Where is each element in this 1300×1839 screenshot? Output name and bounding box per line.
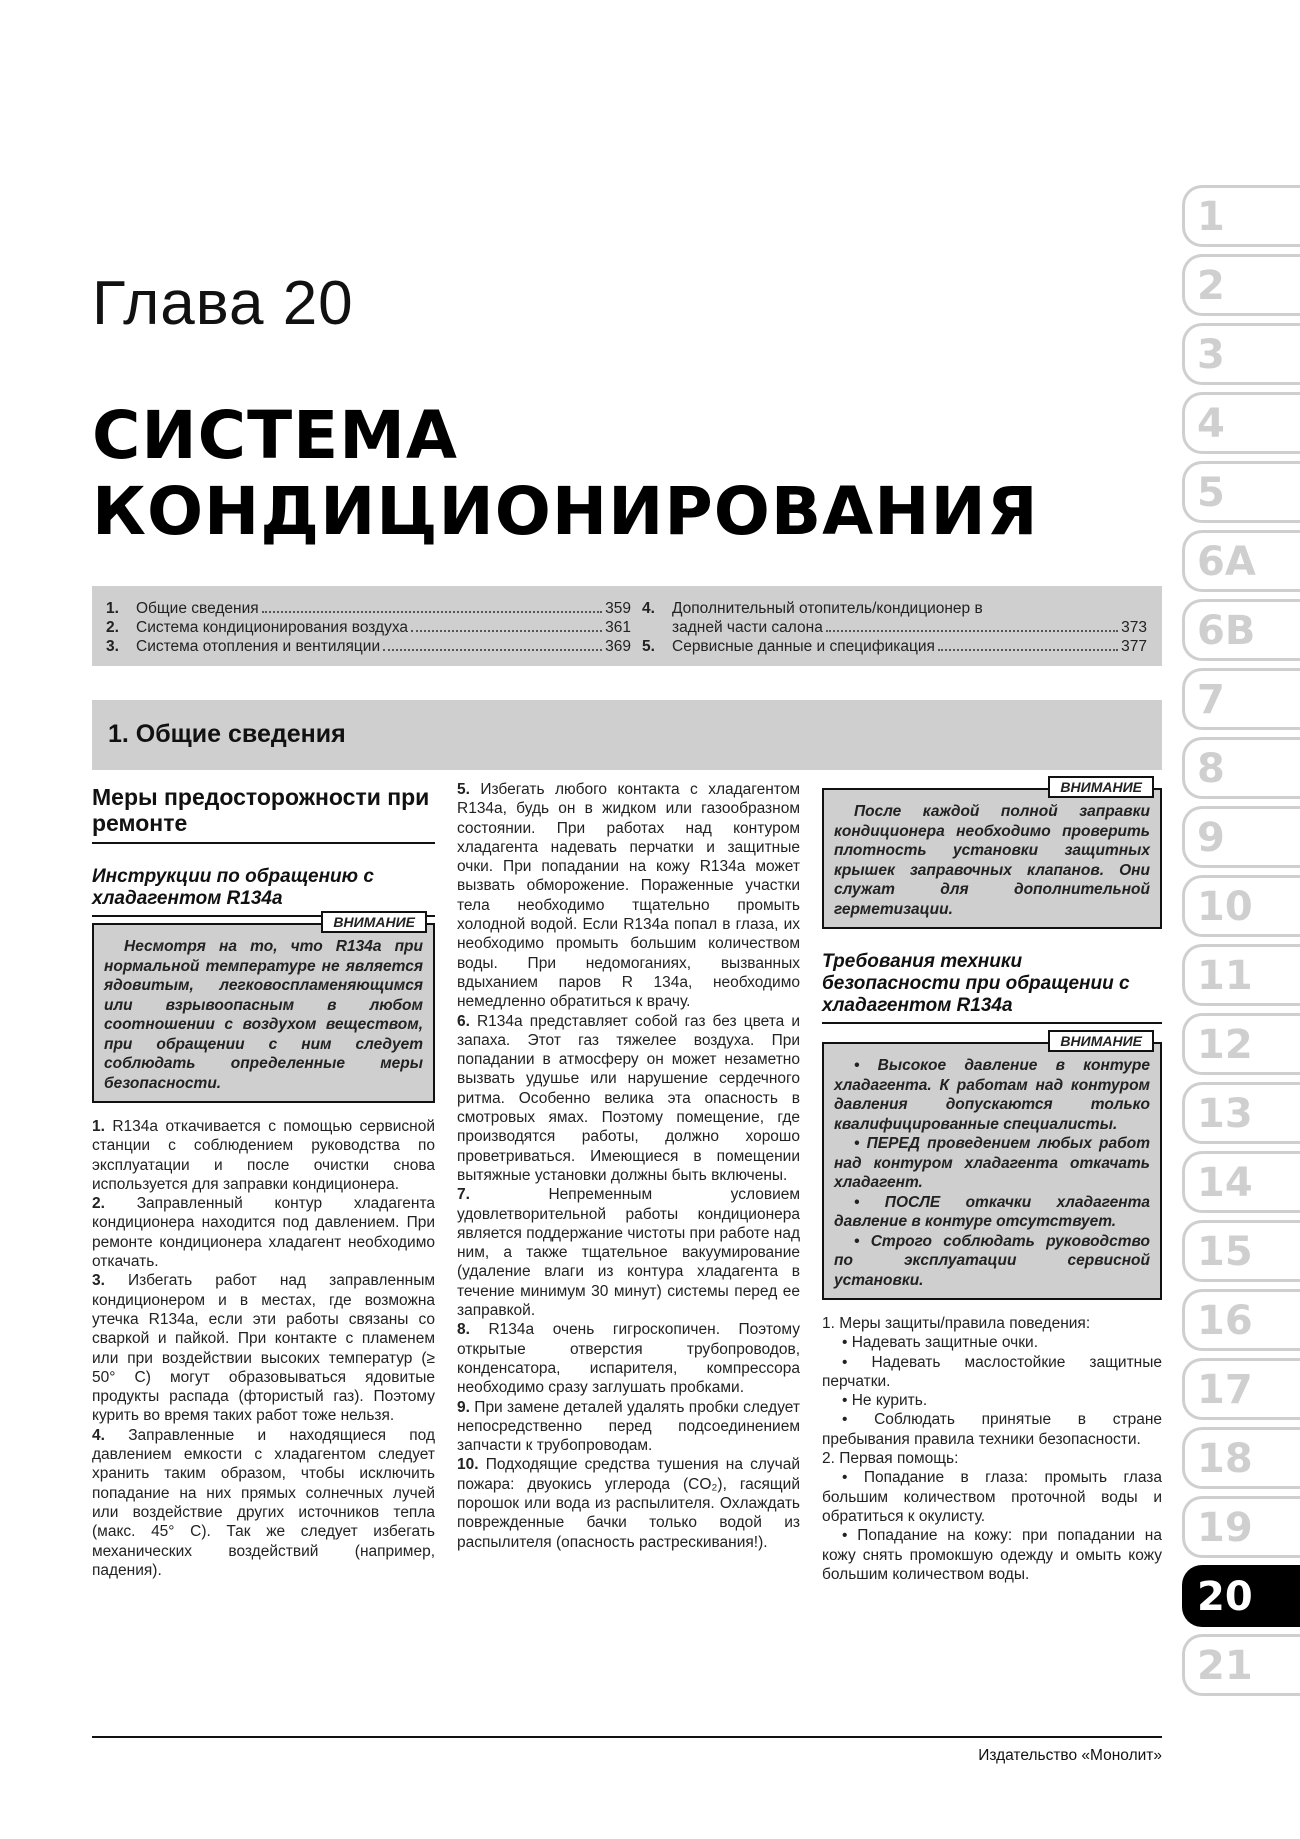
- chapter-tab-9[interactable]: 9: [1182, 806, 1300, 868]
- chapter-tab-4[interactable]: 4: [1182, 392, 1300, 454]
- toc-column-right: [642, 599, 1147, 656]
- chapter-tab-8[interactable]: 8: [1182, 737, 1300, 799]
- chapter-tab-5[interactable]: 5: [1182, 461, 1300, 523]
- chapter-tab-19[interactable]: 19: [1182, 1496, 1300, 1558]
- chapter-tab-14[interactable]: 14: [1182, 1151, 1300, 1213]
- bullet-item: • Попадание на кожу: при попадании на кожу снять промокшую одежду и омыть кожу большим количеством воды.: [822, 1527, 1162, 1583]
- column-2: [457, 780, 800, 1552]
- toc-page: 359: [605, 600, 631, 617]
- chapter-tab-13[interactable]: 13: [1182, 1082, 1300, 1144]
- table-of-contents: [92, 586, 1162, 666]
- chapter-tab-7[interactable]: 7: [1182, 668, 1300, 730]
- chapter-tab-17[interactable]: 17: [1182, 1358, 1300, 1420]
- bullet-item: • Попадание в глаза: промыть глаза большим количеством проточной воды и обратиться к окулисту.: [822, 1469, 1162, 1525]
- list-item: 10. Подходящие средства тушения на случай пожара: двуокись углерода (CO₂), гасящий порошок или вода из распылителя. Охлаждать поврежденные бачки только водой из распылителя (опасность растрескивания!).: [457, 1456, 800, 1551]
- toc-leader: [826, 630, 1118, 632]
- chapter-label: Глава 20: [92, 269, 354, 338]
- toc-text: Система кондиционирования воздуха: [136, 619, 409, 636]
- footer-divider: [92, 1736, 1162, 1738]
- warning-box: [822, 1033, 1162, 1300]
- list-item: 3. Избегать работ над заправленным кондиционером и в местах, где возможна утечка R134a, если эти работы связаны со сваркой и пайкой. При контакте с пламенем или при воздействии высоких температур (≥ 50° С) могут образовываться ядовитые продукты распада (фтористый газ). Поэтому курить во время таких работ тоже нельзя.: [92, 1272, 435, 1425]
- toc-page: 373: [1121, 619, 1147, 636]
- warning-box: [92, 914, 435, 1103]
- subheading-instructions: Инструкции по обращению с хладагентом R134a: [92, 866, 435, 917]
- toc-entry[interactable]: [642, 599, 1147, 618]
- toc-number: 1.: [106, 600, 119, 617]
- chapter-tab-12[interactable]: 12: [1182, 1013, 1300, 1075]
- toc-number: 3.: [106, 638, 119, 655]
- heading-precautions: Меры предосторожности при ремонте: [92, 784, 435, 844]
- toc-entry[interactable]: [106, 618, 631, 637]
- toc-entry-continued[interactable]: [642, 618, 1147, 637]
- warning-bullet: • ПОСЛЕ откачки хладагента давление в контуре отсутствует.: [834, 1193, 1150, 1230]
- toc-leader: [411, 630, 602, 632]
- toc-number: 5.: [642, 638, 655, 655]
- list-item: 4. Заправленные и находящиеся под давлением емкости с хладагентом следует хранить таким образом, чтобы исключить попадание на них прямых солнечных лучей или воздействие других источников тепла (макс. 45° С). Так же следует избегать механических воздействий (например, падения).: [92, 1426, 435, 1579]
- footer-publisher: Издательство «Монолит»: [978, 1747, 1162, 1764]
- list-item: 7. Непременным условием удовлетворительной работы кондиционера является поддержание чистоты при работе над ним, а также тщательное вакуумирование (удаление влаги из контура хладагента в течение минимум 30 минут) системы перед ее заправкой.: [457, 1186, 801, 1320]
- chapter-tab-10[interactable]: 10: [1182, 875, 1300, 937]
- chapter-tab-16[interactable]: 16: [1182, 1289, 1300, 1351]
- list-item: 2. Заправленный контур хладагента кондиционера находится под давлением. При ремонте кондиционера хладагент необходимо откачать.: [92, 1195, 435, 1271]
- toc-entry[interactable]: [642, 637, 1147, 656]
- chapter-tab-20-active[interactable]: 20: [1182, 1565, 1300, 1627]
- bullet-item: • Надевать маслостойкие защитные перчатки.: [822, 1353, 1162, 1390]
- toc-text: задней части салона: [672, 619, 823, 636]
- toc-leader: [262, 611, 602, 613]
- warning-box: [822, 779, 1162, 929]
- toc-column-left: [106, 599, 631, 656]
- toc-page: 361: [605, 619, 631, 636]
- bullet-item: • Соблюдать принятые в стране пребывания правила техники безопасности.: [822, 1411, 1162, 1448]
- chapter-tab-1[interactable]: 1: [1182, 185, 1300, 247]
- subheading-safety: Требования техники безопасности при обращении с хладагентом R134a: [822, 951, 1162, 1024]
- chapter-tab-3[interactable]: 3: [1182, 323, 1300, 385]
- toc-number: 2.: [106, 619, 119, 636]
- toc-leader: [383, 649, 602, 651]
- bullet-item: • Не курить.: [842, 1392, 928, 1410]
- warning-bullet: • Высокое давление в контуре хладагента. К работам над контуром давления допускаются только квалифицированные специалисты.: [834, 1057, 1150, 1133]
- warning-label: ВНИМАНИЕ: [321, 911, 427, 933]
- bullet-item: • Надевать защитные очки.: [842, 1334, 1038, 1352]
- toc-text: Сервисные данные и спецификация: [672, 638, 935, 655]
- chapter-tab-15[interactable]: 15: [1182, 1220, 1300, 1282]
- list-item: 1. R134a откачивается с помощью сервисной станции с соблюдением руководства по эксплуатации и после очистки снова используется для заправки кондиционера.: [92, 1118, 435, 1193]
- toc-entry[interactable]: [106, 637, 631, 656]
- column-1: [92, 784, 435, 1580]
- toc-number: 4.: [642, 600, 655, 617]
- toc-page: 369: [605, 638, 631, 655]
- chapter-tab-18[interactable]: 18: [1182, 1427, 1300, 1489]
- column-3: [822, 780, 1162, 1584]
- toc-text: Дополнительный отопитель/кондиционер в: [672, 600, 983, 617]
- chapter-tab-21[interactable]: 21: [1182, 1634, 1300, 1696]
- title-line-1: СИСТЕМА: [92, 397, 458, 474]
- warning-text: После каждой полной заправки кондиционера необходимо проверить плотность установки защитных крышек заправочных клапанов. Они служат для дополнительной герметизации.: [834, 803, 1150, 918]
- list-item: 5. Избегать любого контакта с хладагентом R134a, будь он в жидком или газообразном состоянии. При работах над контуром хладагента надевать перчатки и защитные очки. При попадании на кожу R134a может вызвать обморожение. Пораженные участки тела необходимо тщательно промыть холодной водой. Если R134a попал в глаза, их необходимо промыть большим количеством воды. При недомоганиях, вызванных вдыханием паров R 134a, необходимо немедленно обратиться к врачу.: [457, 781, 800, 1011]
- toc-leader: [938, 649, 1118, 651]
- warning-bullet: • ПЕРЕД проведением любых работ над контуром хладагента откачать хладагент.: [834, 1135, 1150, 1191]
- page-title: [92, 398, 1039, 550]
- list-item: 1. Меры защиты/правила поведения:: [822, 1315, 1091, 1332]
- section-header: [92, 700, 1162, 770]
- chapter-tab-11[interactable]: 11: [1182, 944, 1300, 1006]
- chapter-tab-6a[interactable]: 6A: [1182, 530, 1300, 592]
- warning-bullet: • Строго соблюдать руководство по эксплуатации сервисной установки.: [834, 1232, 1150, 1289]
- list-item: 9. При замене деталей удалять пробки следует непосредственно перед подсоединением запчасти к трубопроводам.: [457, 1398, 801, 1455]
- chapter-tabs: [1182, 185, 1300, 1703]
- list-item: 8. R134a очень гигроскопичен. Поэтому открытые отверстия трубопроводов, конденсатора, испарителя, компрессора необходимо сразу заглушать пробками.: [457, 1321, 800, 1397]
- section-title: 1. Общие сведения: [108, 720, 346, 748]
- list-item: 6. R134a представляет собой газ без цвета и запаха. Этот газ тяжелее воздуха. При попадании в атмосферу он может незаметно вызвать удушье или нарушение сердечного ритма. Особенно велика эта опасность в смотровых ямах. Поэтому помещение, где производятся работы, должно хорошо проветриваться. Имеющиеся в помещении вытяжные установки должны быть включены.: [457, 1012, 800, 1184]
- toc-entry[interactable]: [106, 599, 631, 618]
- toc-text: Общие сведения: [136, 600, 259, 617]
- title-line-2: КОНДИЦИОНИРОВАНИЯ: [92, 473, 1039, 550]
- toc-page: 377: [1121, 638, 1147, 655]
- chapter-tab-2[interactable]: 2: [1182, 254, 1300, 316]
- warning-label: ВНИМАНИЕ: [1048, 1030, 1154, 1052]
- toc-text: Система отопления и вентиляции: [136, 638, 381, 655]
- warning-label: ВНИМАНИЕ: [1048, 776, 1154, 798]
- warning-text: Несмотря на то, что R134a при нормальной температуре не является ядовитым, легковоспламеняющимся или взрывоопасным в любом соотношении с воздухом веществом, при обращении с ним следует соблюдать определенные меры безопасности.: [104, 938, 423, 1092]
- list-item: 2. Первая помощь:: [822, 1450, 959, 1468]
- chapter-tab-6b[interactable]: 6B: [1182, 599, 1300, 661]
